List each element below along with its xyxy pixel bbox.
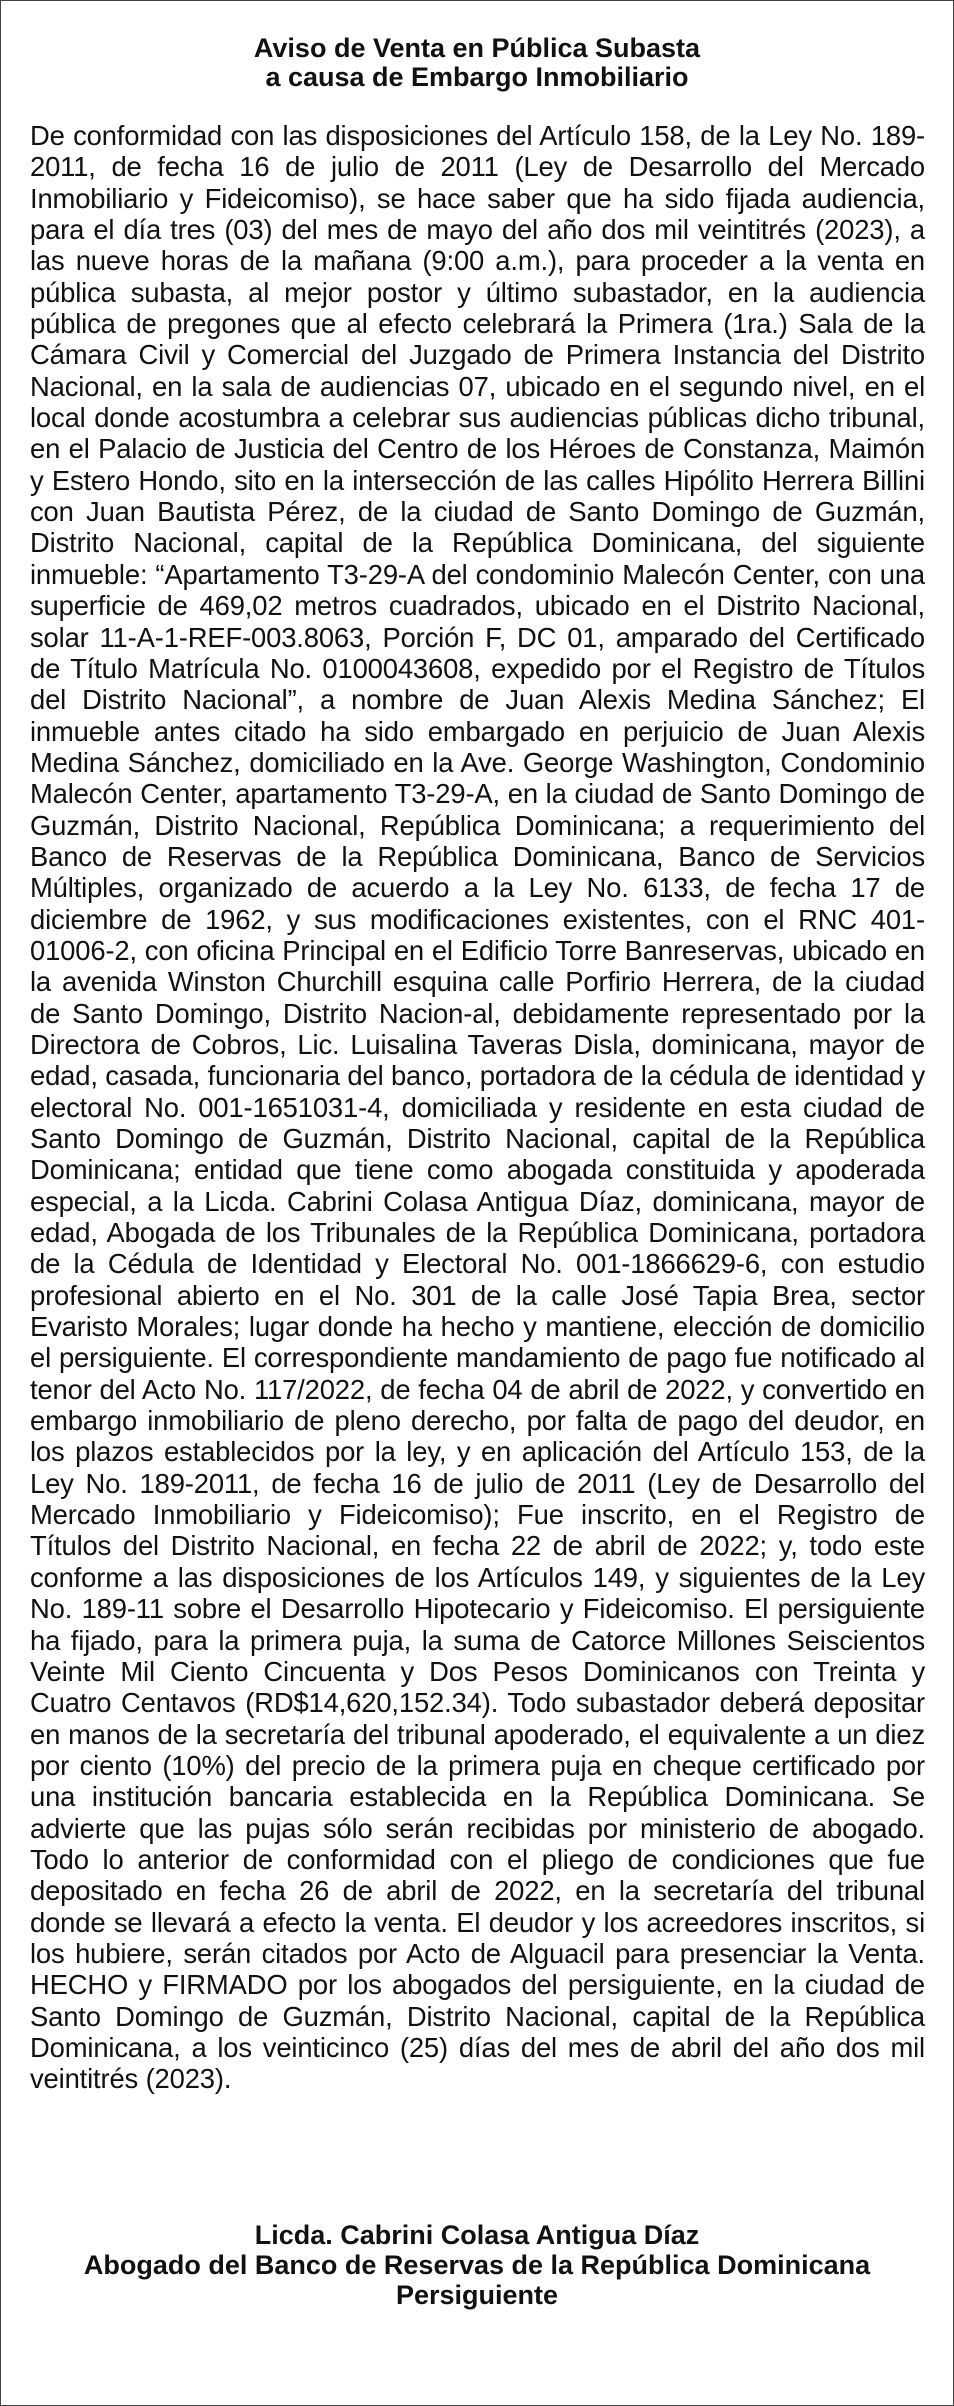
notice-title: Aviso de Venta en Pública Subasta [253,33,701,63]
signature-party: Persiguiente [395,2280,559,2310]
notice-body: De conformidad con las disposiciones del Artículo 158, de la Ley No. 189-2011, de fecha 16 de julio de 2011 (Ley de Desarrollo del Mercado Inmobiliario y Fideicomiso), se hace saber que ha sido fijada audiencia, para el día tres (03) del mes de mayo del año dos mil veintitrés (2023), a las nueve horas de la mañana (9:00 a.m.), para proceder a la venta en pública subasta, al mejor postor y último subastador, en la audiencia pública de pregones que al efecto celebrará la Primera (1ra.) Sala de la Cámara Civil y Comercial del Juzgado de Primera Instancia del Distrito Nacional, en la sala de audiencias 07, ubicado en el segundo nivel, en el local donde acostumbra a celebrar sus audiencias públicas dicho tribunal, en el Palacio de Justicia del Centro de los Héroes de Constanza, Maimón y Estero Hondo, sito en la intersección de las calles Hipólito Herrera Billini con Juan Bautista Pérez, de la ciudad de Santo Domingo de Guzmán, Distrito Nacional, capital de la República Dominicana, del siguiente inmueble: “Apartamento T3-29-A del condominio Malecón Center, con una superficie de 469,02 metros cuadrados, ubicado en el Distrito Nacional, solar 11-A-1-REF-003.8063, Porción F, DC 01, amparado del Certificado de Título Matrícula No. 0100043608, expedido por el Registro de Títulos del Distrito Nacional”, a nombre de Juan Alexis Medina Sánchez; El inmueble antes citado ha sido embargado en perjuicio de Juan Alexis Medina Sánchez, domiciliado en la Ave. George Washington, Condominio Malecón Center, apartamento T3-29-A, en la ciudad de Santo Domingo de Guzmán, Distrito Nacional, República Dominicana; a requerimiento del Banco de Reservas de la República Dominicana, Banco de Servicios Múltiples, organizado de acuerdo a la Ley No. 6133, de fecha 17 de diciembre de 1962, y sus modificaciones existentes, con el RNC 401-01006-2, con oficina Principal en el Edificio Torre Banreservas, ubicado en la avenida Winston Churchill esquina calle Porfirio Herrera, de la ciudad de Santo Domingo, Distrito Nacion-al, debidamente representado por la Directora de Cobros, Lic. Luisalina Taveras Disla, dominicana, mayor de edad, casada, funcionaria del banco, portadora de la cédula de identidad y electoral No. 001-1651031-4, domiciliada y residente en esta ciudad de Santo Domingo de Guzmán, Distrito Nacional, capital de la República Dominicana; entidad que tiene como abogada constituida y apoderada especial, a la Licda. Cabrini Colasa Antigua Díaz, dominicana, mayor de edad, Abogada de los Tribunales de la República Dominicana, portadora de la Cédula de Identidad y Electoral No. 001-1866629-6, con estudio profesional abierto en el No. 301 de la calle José Tapia Brea, sector Evaristo Morales; lugar donde ha hecho y mantiene, elección de domicilio el persiguiente. El correspondiente mandamiento de pago fue notificado al tenor del Acto No. 117/2022, de fecha 04 de abril de 2022, y convertido en embargo inmobiliario de pleno derecho, por falta de pago del deudor, en los plazos establecidos por la ley, y en aplicación del Artículo 153, de la Ley No. 189-2011, de fecha 16 de julio de 2011 (Ley de Desarrollo del Mercado Inmobiliario y Fideicomiso); Fue inscrito, en el Registro de Títulos del Distrito Nacional, en fecha 22 de abril de 2022; y, todo este conforme a las disposiciones de los Artículos 149, y siguientes de la Ley No. 189-11 sobre el Desarrollo Hipotecario y Fideicomiso. El persiguiente ha fijado, para la primera puja, la suma de Catorce Millones Seiscientos Veinte Mil Ciento Cincuenta y Dos Pesos Dominicanos con Treinta y Cuatro Centavos (RD$14,620,152.34). Todo subastador deberá depositar en manos de la secretaría del tribunal apoderado, el equivalente a un diez por ciento (10%) del precio de la primera puja en cheque certificado por una institución bancaria establecida en la República Dominicana. Se advierte que las pujas sólo serán recibidas por ministerio de abogado. Todo lo anterior de conformidad con el pliego de condiciones que fue depositado en fecha 26 de abril de 2022, en la secretaría del tribunal donde se llevará a efecto la venta. El deudor y los acreedores inscritos, si los hubiere, serán citados por Acto de Alguacil para presenciar la Venta. HECHO y FIRMADO por los abogados del persiguiente, en la ciudad de Santo Domingo de Guzmán, Distrito Nacional, capital de la República Dominicana, a los veinticinco (25) días del mes de abril del año dos mil veintitrés (2023). [30,120,925,2095]
signature-role: Abogado del Banco de Reservas de la República Dominicana [83,2250,871,2280]
notice-subtitle: a causa de Embargo Inmobiliario [265,62,689,92]
signature-name: Licda. Cabrini Colasa Antigua Díaz [254,2220,700,2250]
